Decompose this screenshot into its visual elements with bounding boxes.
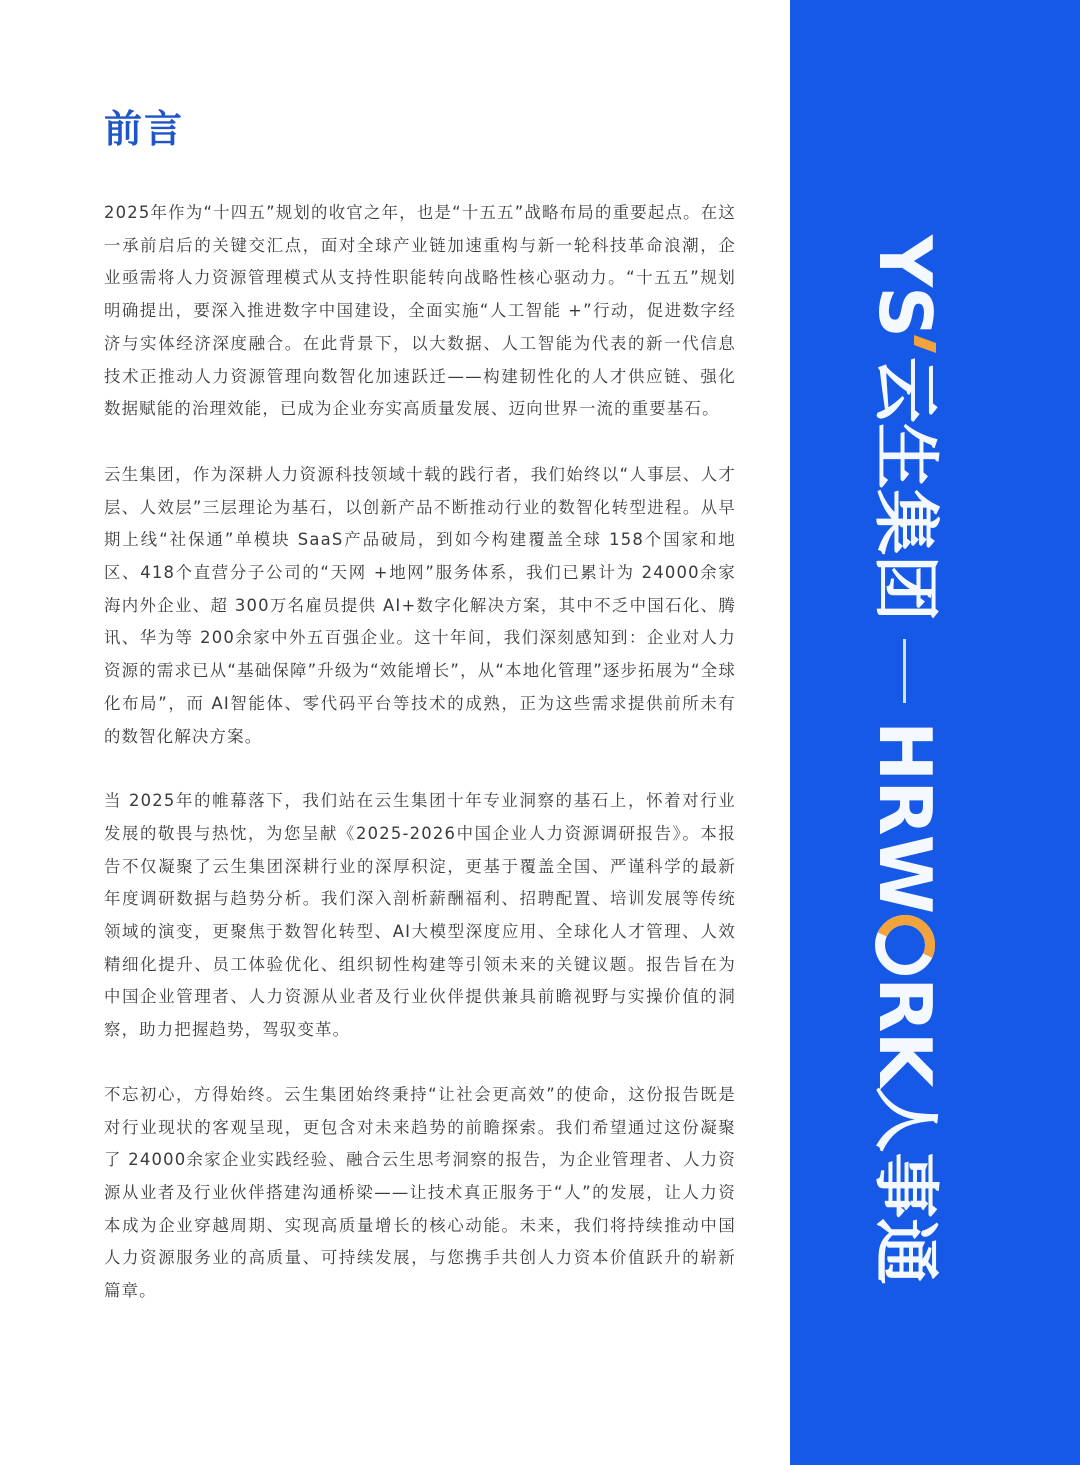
logo-o-icon (875, 915, 935, 975)
brand-ys: YS (863, 235, 947, 337)
logo-accent-icon (914, 335, 936, 353)
brand-product-cn: 人事通 (867, 1086, 944, 1285)
paragraph-3: 当 2025年的帷幕落下，我们站在云生集团十年专业洞察的基石上，怀着对行业发展的敬畏与热忱，为您呈献《2025-2026中国企业人力资源调研报告》。本报告不仅凝聚了云生集团深耕行业的深厚积淀，更基于覆盖全国、严谨科学的最新年度调研数据与趋势分析。我们深入剖析薪酬福利、招聘配置、培训发展等传统领域的演变，更聚焦于数智化转型、AI大模型深度应用、全球化人才管理、人效精细化提升、员工体验优化、组织韧性构建等引领未来的关键议题。报告旨在为中国企业管理者、人力资源从业者及行业伙伴提供兼具前瞻视野与实操价值的洞察，助力把握趋势，驾驭变革。 (104, 791, 736, 1040)
paragraph-1: 2025年作为“十四五”规划的收官之年，也是“十五五”战略布局的重要起点。在这一承前启后的关键交汇点，面对全球产业链加速重构与新一轮科技革命浪潮，企业亟需将人力资源管理模式从支持性职能转向战略性核心驱动力。“十五五”规划明确提出，要深入推进数字中国建设，全面实施“人工智能 +”行动，促进数字经济与实体经济深度融合。在此背景下，以大数据、人工智能为代表的新一代信息技术正推动人力资源管理向数智化加速跃迁——构建韧性化的人才供应链、强化数据赋能的治理效能，已成为企业夯实高质量发展、迈向世界一流的重要基石。 (104, 203, 736, 419)
page-title: 前言 (104, 107, 185, 151)
brand-company: 云生集团 (867, 357, 944, 621)
brand-product-suffix: RK (863, 977, 947, 1087)
paragraph-2: 云生集团，作为深耕人力资源科技领域十载的践行者，我们始终以“人事层、人才层、人效层”三层理论为基石，以创新产品不断推动行业的数智化转型进程。从早期上线“社保通”单模块 SaaS产品破局，到如今构建覆盖全球 158个国家和地区、418个直营分子公司的“天网 +地网”服务体系，我们已累计为 24000余家海内外企业、超 300万名雇员提供 AI+数字化解决方案，其中不乏中国石化、腾讯、华为等 200余家中外五百强企业。这十年间，我们深刻感知到：企业对人力资源的需求已从“基础保障”升级为“效能增长”，从“本地化管理”逐步拓展为“全球化布局”，而 AI智能体、零代码平台等技术的成熟，正为这些需求提供前所未有的数智化解决方案。 (104, 464, 736, 746)
paragraph-4: 不忘初心，方得始终。云生集团始终秉持“让社会更高效”的使命，这份报告既是对行业现状的客观呈现，更包含对未来趋势的前瞻探索。我们希望通过这份凝聚了 24000余家企业实践经验、融合云生思考洞察的报告，为企业管理者、人力资源从业者及行业伙伴搭建沟通桥梁——让技术真正服务于“人”的发展，让人力资本成为企业穿越周期、实现高质量增长的核心动能。未来，我们将持续推动中国人力资源服务业的高质量、可持续发展，与您携手共创人力资本价值跃升的崭新篇章。 (104, 1084, 736, 1301)
brand-divider (904, 639, 907, 703)
brand-product-prefix: HRW (863, 721, 947, 914)
brand-logo (865, 235, 945, 1295)
body-text (104, 197, 736, 1340)
